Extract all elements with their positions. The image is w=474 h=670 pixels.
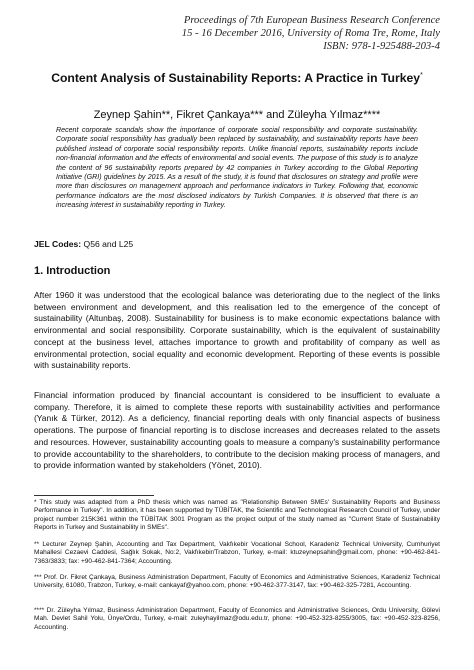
jel-codes: [34, 239, 440, 250]
jel-value: Q56 and L25: [81, 239, 134, 249]
conference-header: [60, 14, 440, 53]
conference-name: Proceedings of 7th European Business Research Conference: [183, 15, 440, 26]
footnote-1: * This study was adapted from a PhD thesis which was named as "Relationship Between SMEs' Sustainability Reports and Business Performance in Turkey". In addition, it has been supported by TÜBİTAK, the Scientific and Technological Research Council of Turkey, under project number 215K361 within the TÜBİTAK 3001 Program as the project output of the study named as "Current State of Sustainability Reports in Turkey and Sustainability in SMEs".: [34, 499, 440, 531]
conference-date-location: 15 - 16 December 2016, University of Roma Tre, Rome, Italy: [181, 28, 440, 39]
footnote-3: *** Prof. Dr. Fikret Çankaya, Business Administration Department, Faculty of Economics and Administrative Sciences, Karadeniz Technical University, 61080, Trabzon, Turkey, e-mail: cankayaf@yahoo.com, phone: +90-462-377-3147, fax: +90-462-325-7281, Accounting.: [34, 574, 440, 590]
intro-paragraph-1: After 1960 it was understood that the ecological balance was deteriorating due to the neglect of the links between environment and development, and this realisation led to the emergence of the concept of sustainability (Altunbaş, 2008). Sustainability for business is to make economic expectations balance with environmental and social responsibility. Corporate sustainability, which is the equivalent of sustainability concept at the business level, attaches importance to growth and profitability of company as well as environmental protection, social equality and economic development. Reporting of these events is possible with sustainability reports.: [34, 290, 440, 371]
footnote-4: **** Dr. Züleyha Yılmaz, Business Administration Department, Faculty of Economics and Administrative Sciences, Ordu University, Gölevi Mah. Devlet Sahil Yolu, Ünye/Ordu, Turkey, e-mail: zuleyhayilmaz@odu.edu.tr, phone: +90-452-323-8255/3005, fax: +90-452-323-8256, Accounting.: [34, 607, 440, 631]
footnote-2: ** Lecturer Zeynep Şahin, Accounting and Tax Department, Vakfıkebir Vocational School, Karadeniz Technical University, Cumhuriyet Mahallesi Cezaevi Caddesi, Sağlık Sokak, No:2, Vakfıkebir/Trabzon, Turkey, e-mail: ktuzeynepsahin@gmail.com, phone: +90-462-841-7363/3833; fax: +90-462-841-7364; Accounting.: [34, 541, 440, 565]
paper-title-text: Content Analysis of Sustainability Reports: A Practice in Turkey: [51, 71, 421, 86]
author-list: Zeynep Şahin**, Fikret Çankaya*** and Züleyha Yılmaz****: [93, 109, 381, 121]
section-heading: 1. Introduction: [34, 265, 111, 277]
paper-title: [40, 68, 434, 86]
isbn: ISBN: 978-1-925488-203-4: [323, 41, 440, 52]
intro-paragraph-2: Financial information produced by financial accountant is considered to be insufficient to evaluate a company. Therefore, it is aimed to complete these reports with sustainability activities and performance (Yanık & Türker, 2012). As a deficiency, financial reporting deals with only financial aspects of business operations. The purpose of financial reporting is to disclose increases and decreases related to the assets and resources. However, sustainability accounting goals to measure a company's sustainability performance to provide accountability to the shareholders, to contribute to the decision making process of managers, and to provide information wanted by stakeholders (Yönet, 2010).: [34, 390, 440, 471]
title-footnote-mark: *: [420, 72, 423, 79]
abstract: Recent corporate scandals show the importance of corporate social responsibility and corporate sustainability. Corporate social responsibility has gradually been replaced by sustainability, and sustainability reports have been published instead of corporate social responsibility reports. Unlike financial reports, sustainability reports include non-financial information and the effects of environmental and social events. The purpose of this study is to analyze the content of 96 sustainability reports prepared by 42 companies in Turkey according to the Global Reporting Initiative (GRI) guidelines by 2015. As a result of the study, it is found that disclosures on strategy and profile were more than disclosures on management approach and performance indicators in Turkey. Following that, economic performance indicators are the most disclosed indicators by Turkish Companies. It is observed that there is an increasing interest in sustainability reporting in Turkey.: [56, 126, 418, 210]
footnote-divider: [34, 495, 154, 496]
jel-label: JEL Codes:: [34, 239, 82, 249]
